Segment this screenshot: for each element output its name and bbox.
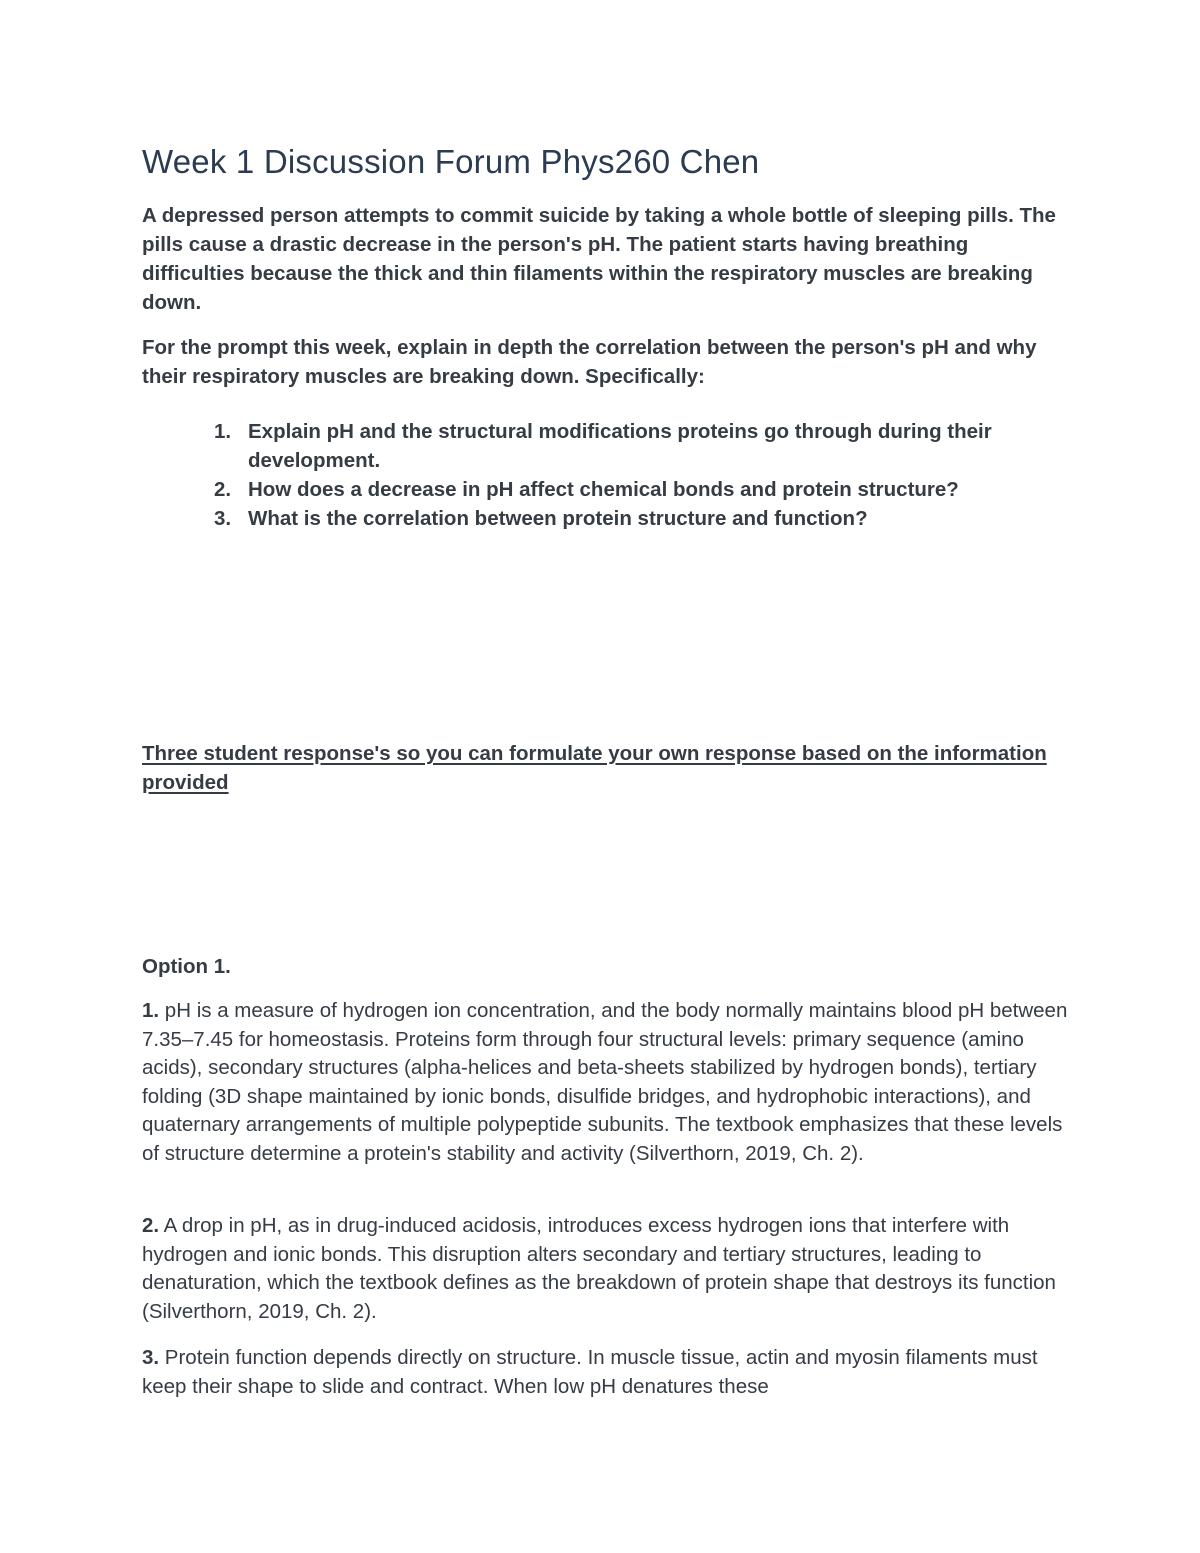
- list-number: 3.: [214, 507, 232, 530]
- prompt-paragraph: For the prompt this week, explain in depth the correlation between the person's pH and why their respiratory muscles are breaking down. Specifically:: [142, 336, 1037, 388]
- answer-paragraph: [142, 1344, 1072, 1401]
- answer-number: 2.: [142, 1214, 160, 1237]
- answer-number: 3.: [142, 1346, 160, 1369]
- answer-number: 1.: [142, 999, 160, 1022]
- question-text: How does a decrease in pH affect chemical bonds and protein structure?: [248, 478, 959, 501]
- list-number: 1.: [214, 420, 232, 443]
- list-number: 2.: [214, 478, 232, 501]
- answer-text: pH is a measure of hydrogen ion concentration, and the body normally maintains blood pH between 7.35–7.45 for homeostasis. Proteins form through four structural levels: primary sequence (amino acids), secondary structures (alpha-helices and beta-sheets stabilized by hydrogen bonds), tertiary folding (3D shape maintained by ionic bonds, disulfide bridges, and hydrophobic interactions), and quaternary arrangements of multiple polypeptide subunits. The textbook emphasizes that these levels of structure determine a protein's stability and activity (Silverthorn, 2019, Ch. 2).: [142, 999, 1068, 1165]
- list-item: [142, 504, 1072, 533]
- page-title: Week 1 Discussion Forum Phys260 Chen: [142, 143, 760, 180]
- list-item: [142, 417, 1072, 475]
- list-item: [142, 475, 1072, 504]
- answer-paragraph: [142, 997, 1072, 1168]
- question-text: What is the correlation between protein structure and function?: [248, 507, 868, 530]
- option-heading: Option 1.: [142, 955, 231, 978]
- answer-paragraph: [142, 1212, 1072, 1326]
- question-list: [142, 417, 1072, 533]
- section-heading: Three student response's so you can formulate your own response based on the information provided: [142, 742, 1047, 794]
- question-text: Explain pH and the structural modifications proteins go through during their development.: [248, 420, 992, 472]
- answer-text: Protein function depends directly on structure. In muscle tissue, actin and myosin filaments must keep their shape to slide and contract. When low pH denatures these: [142, 1346, 1038, 1398]
- scenario-paragraph: A depressed person attempts to commit suicide by taking a whole bottle of sleeping pills. The pills cause a drastic decrease in the person's pH. The patient starts having breathing difficulties because the thick and thin filaments within the respiratory muscles are breaking down.: [142, 204, 1056, 314]
- answer-text: A drop in pH, as in drug-induced acidosis, introduces excess hydrogen ions that interfere with hydrogen and ionic bonds. This disruption alters secondary and tertiary structures, leading to denaturation, which the textbook defines as the breakdown of protein shape that destroys its function (Silverthorn, 2019, Ch. 2).: [142, 1214, 1056, 1323]
